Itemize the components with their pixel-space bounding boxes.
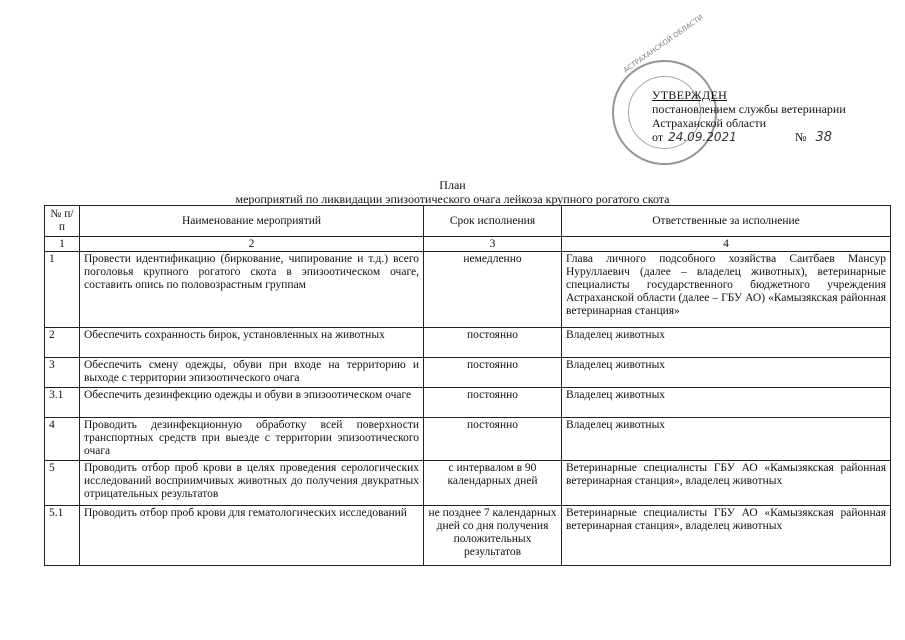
number-value: 38 (815, 130, 832, 145)
measure-name: Обеспечить дезинфекцию одежды и обуви в эпизоотическом очаге (80, 388, 424, 418)
number-prefix: № (795, 130, 807, 144)
table-row (45, 418, 891, 461)
column-number: 3 (424, 237, 562, 252)
row-number: 5 (45, 461, 80, 506)
row-number: 3.1 (45, 388, 80, 418)
document-subtitle: мероприятий по ликвидации эпизоотического очага лейкоза крупного рогатого скота (235, 192, 670, 206)
measure-responsible: Владелец животных (562, 328, 891, 358)
measure-term: не позднее 7 календарных дней со дня получения положительных результатов (424, 506, 562, 566)
measure-responsible: Ветеринарные специалисты ГБУ АО «Камызякская районная ветеринарная станция», владелец животных (562, 461, 891, 506)
measure-term: постоянно (424, 358, 562, 388)
column-number-row (45, 237, 891, 252)
measure-responsible: Владелец животных (562, 358, 891, 388)
header-resp: Ответственные за исполнение (562, 206, 891, 237)
measure-name: Проводить дезинфекционную обработку всей поверхности транспортных средств при выезде с территории эпизоотического очага (80, 418, 424, 461)
measure-name: Обеспечить сохранность бирок, установленных на животных (80, 328, 424, 358)
table-row (45, 328, 891, 358)
measure-responsible: Владелец животных (562, 388, 891, 418)
measures-table (44, 205, 891, 566)
approval-line-1: постановлением службы ветеринарии (652, 102, 846, 116)
date-value: 24.09.2021 (668, 130, 737, 144)
document-title: План (439, 178, 466, 192)
column-number: 1 (45, 237, 80, 252)
table-row (45, 461, 891, 506)
document-titles (0, 178, 905, 206)
approval-number (795, 130, 832, 145)
seal-text: АСТРАХАНСКОЙ ОБЛАСТИ (622, 13, 705, 75)
row-number: 2 (45, 328, 80, 358)
column-number: 4 (562, 237, 891, 252)
measure-term: немедленно (424, 252, 562, 328)
measure-term: постоянно (424, 328, 562, 358)
table-header-row (45, 206, 891, 237)
row-number: 5.1 (45, 506, 80, 566)
approval-heading: УТВЕРЖДЕН (652, 88, 728, 102)
measure-name: Провести идентификацию (биркование, чипирование и т.д.) всего поголовья крупного рогатого скота в эпизоотическом очаге, составить опись по половозрастным группам (80, 252, 424, 328)
column-number: 2 (80, 237, 424, 252)
measure-responsible: Глава личного подсобного хозяйства Саитбаев Мансур Нуруллаевич (далее – владелец животных), ветеринарные специалисты государственного бюджетного учреждения Астраханской области (далее – ГБУ АО) «Камызякская районная ветеринарная станция» (562, 252, 891, 328)
row-number: 4 (45, 418, 80, 461)
approval-line-2: Астраханской области (652, 116, 767, 130)
measure-term: постоянно (424, 388, 562, 418)
table-row (45, 388, 891, 418)
table-row (45, 358, 891, 388)
row-number: 1 (45, 252, 80, 328)
table-row (45, 506, 891, 566)
row-number: 3 (45, 358, 80, 388)
measure-name: Проводить отбор проб крови для гематологических исследований (80, 506, 424, 566)
date-prefix: от (652, 130, 664, 144)
measure-responsible: Ветеринарные специалисты ГБУ АО «Камызякская районная ветеринарная станция», владелец животных (562, 506, 891, 566)
measure-responsible: Владелец животных (562, 418, 891, 461)
measure-name: Обеспечить смену одежды, обуви при входе на территорию и выходе с территории эпизоотического очага (80, 358, 424, 388)
measure-term: постоянно (424, 418, 562, 461)
measure-name: Проводить отбор проб крови в целях проведения серологических исследований восприимчивых животных до получения двукратных отрицательных результатов (80, 461, 424, 506)
approval-block (652, 88, 846, 144)
table-row (45, 252, 891, 328)
measure-term: с интервалом в 90 календарных дней (424, 461, 562, 506)
header-num: № п/п (45, 206, 80, 237)
header-term: Срок исполнения (424, 206, 562, 237)
header-name: Наименование мероприятий (80, 206, 424, 237)
